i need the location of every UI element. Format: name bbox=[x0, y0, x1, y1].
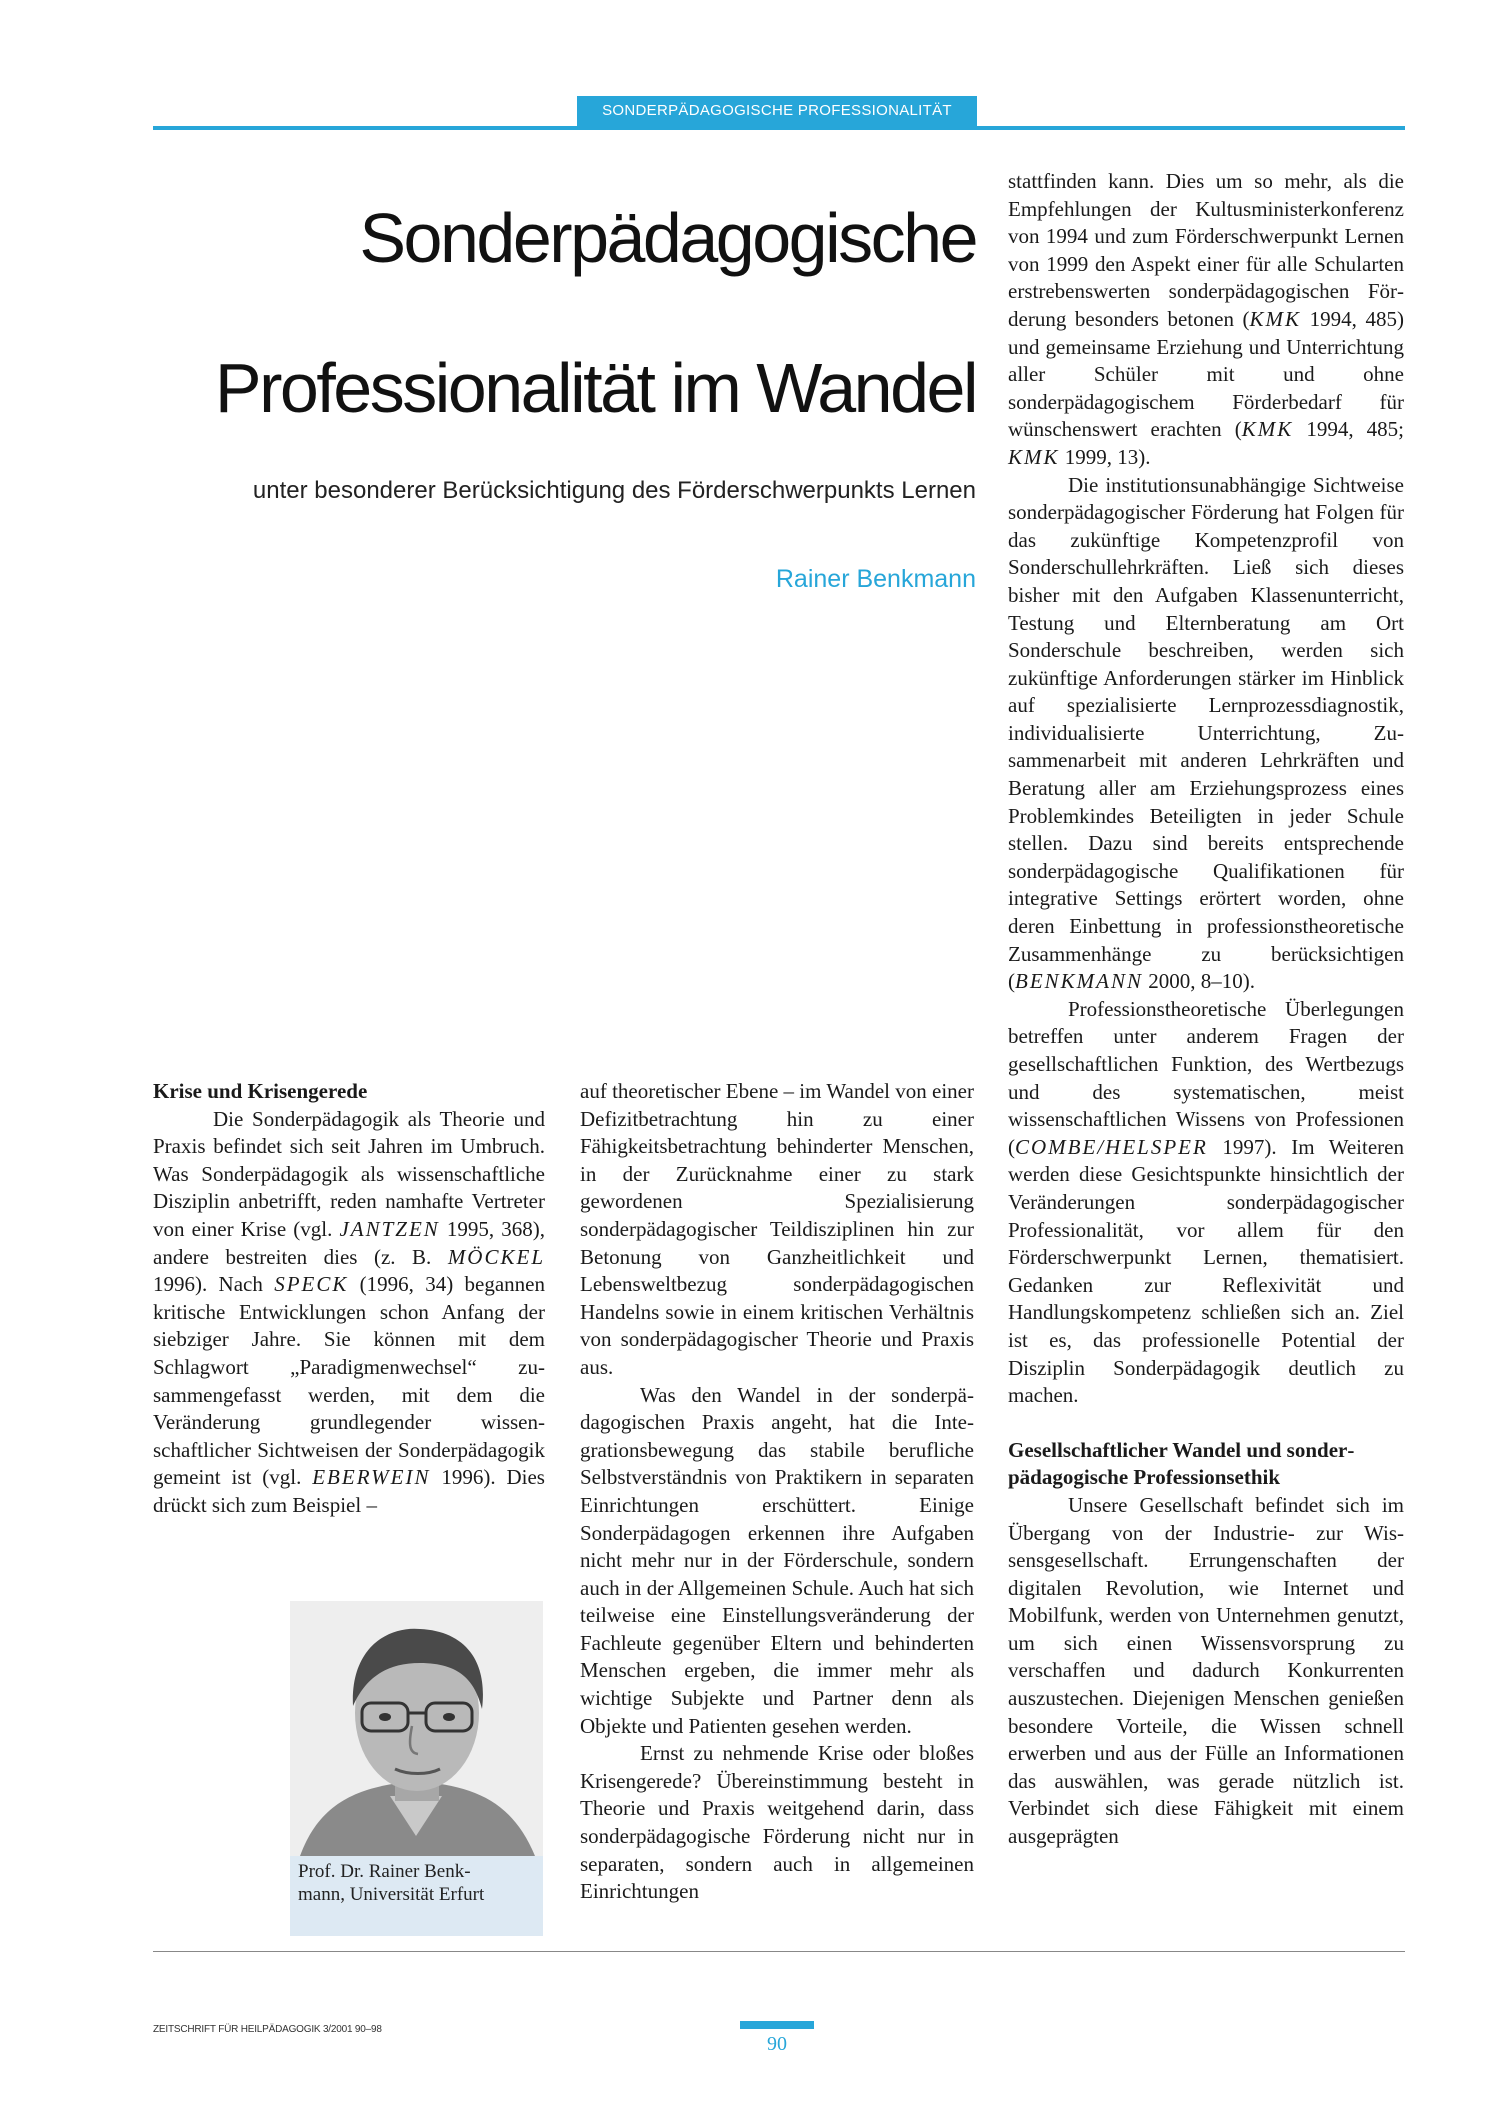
article-author: Rainer Benkmann bbox=[775, 565, 976, 593]
text-column-1 bbox=[153, 1078, 545, 1520]
article-title-line1: Sonderpädagogische bbox=[359, 199, 976, 277]
photo-caption: Prof. Dr. Rainer Benk- mann, Universität Erfurt bbox=[298, 1861, 485, 1905]
paragraph: auf theoretischer Ebene – im Wandel von einer Defizitbetrachtung hin zu einer Fähigkeitsbetrachtung behinderter Menschen, in der Zurücknahme einer zu stark gewordenen Spezialisierung sonderpädagogischer Teildisziplinen hin zur Betonung von Ganzheitlichkeit und Lebensweltbezug sonderpädagogischen Handelns sowie in einem kritischen Verhältnis von sonderpädagogischer Theorie und Praxis aus. bbox=[580, 1079, 974, 1379]
section-heading: Krise und Krisengerede bbox=[153, 1079, 368, 1103]
author-portrait-image bbox=[290, 1601, 543, 1856]
paragraph: Die institutionsunabhängige Sichtweise sonderpädagogischer Förderung hat Folgen für das zukünftige Kompetenzprofil von Sonderschullehrkräften. Ließ sich dieses bisher mit den Aufgaben Klassenunterricht, Testung und Elternberatung am Ort Sonderschule beschreiben, werden sich zukünftige Anforderungen stärker im Hinblick auf spezialisierte Lernprozessdiagnostik, individualisierte Unterrichtung, Zusammenarbeit mit anderen Lehrkräften und Beratung aller am Erziehungsprozess eines Problemkindes Beteiligten in jeder Schule stellen. Dazu sind bereits entsprechende sonderpädagogische Qualifikationen für integrative Settings erörtert worden, ohne deren Einbettung in professionstheoretische Zusammenhänge zu berücksichtigen (BENKMANN 2000, 8–10). bbox=[1008, 472, 1404, 994]
author-photo-box bbox=[290, 1601, 543, 1936]
text-column-2 bbox=[580, 1078, 974, 1906]
paragraph: Die Sonderpädagogik als Theorie und Praxis befindet sich seit Jahren im Umbruch. Was Sonderpädagogik als wissenschaftliche Disziplin anbetrifft, reden namhafte Vertreter von einer Krise (vgl. JANTZEN 1995, 368), andere bestreiten dies (z. B. MÖCKEL 1996). Nach SPECK (1996, 34) begannen kritische Entwicklungen schon Anfang der siebziger Jahre. Sie können mit dem Schlagwort „Paradigmenwechsel“ zusammengefasst werden, mit dem die Veränderung grundlegender wissenschaftlicher Sichtweisen der Sonderpädagogik gemeint ist (vgl. EBERWEIN 1996). Dies drückt sich zum Beispiel – bbox=[153, 1106, 545, 1517]
page-number-bar bbox=[740, 2021, 814, 2029]
article-subtitle: unter besonderer Berücksichtigung des Förderschwerpunkts Lernen bbox=[252, 477, 976, 504]
paragraph: Was den Wandel in der sonderpädagogischen Praxis angeht, hat die Integrationsbewegung das stabile berufliche Selbstverständnis von Praktikern in separaten Einrichtungen erschüttert. Einige Sonderpädagogen erkennen ihre Aufgaben nicht mehr nur in der Förderschule, sondern auch in der Allgemeinen Schule. Auch hat sich teilweise eine Einstellungsveränderung der Fachleute gegenüber Eltern und behinderten Menschen ergeben, die immer mehr als wichtige Subjekte und Partner denn als Objekte und Patienten gesehen werden. bbox=[580, 1382, 974, 1738]
section-tag: SONDERPÄDAGOGISCHE PROFESSIONALITÄT bbox=[577, 96, 977, 126]
text-column-3 bbox=[1008, 168, 1404, 1851]
paragraph: stattfinden kann. Dies um so mehr, als die Empfehlungen der Kultusministerkonferenz von 1994 und zum Förderschwerpunkt Lernen von 1999 den Aspekt einer für alle Schularten erstrebenswerten sonderpädagogischen Förderung besonders betonen (KMK 1994, 485) und gemeinsame Erziehung und Unterrichtung aller Schüler mit und ohne sonderpädagogischem Förderbedarf für wünschenswert erachten (KMK 1994, 485; KMK 1999, 13). bbox=[1008, 169, 1404, 469]
article-title-line2: Professionalität im Wandel bbox=[214, 349, 976, 427]
journal-citation: ZEITSCHRIFT FÜR HEILPÄDAGOGIK 3/2001 90–98 bbox=[153, 2024, 382, 2035]
header-rule bbox=[153, 126, 1405, 130]
section-heading: Gesellschaftlicher Wandel und sonderpädagogische Professionsethik bbox=[1008, 1437, 1355, 1490]
page-number: 90 bbox=[767, 2033, 787, 2055]
paragraph: Professionstheoretische Überlegungen betreffen unter anderem Fragen der gesellschaftlichen Funktion, des Wertbezugs und des systematischen, meist wissenschaftlichen Wissens von Professionen (COMBE/HELSPER 1997). Im Weiteren werden diese Gesichtspunkte hinsichtlich der Veränderungen sonderpädagogischer Professionalität, vor allem für den Förderschwerpunkt Lernen, thematisiert. Gedanken zur Reflexivität und Handlungskompetenz schließen sich an. Ziel ist es, das professionelle Potential der Disziplin Sonderpädagogik deutlich zu machen. bbox=[1008, 996, 1404, 1408]
paragraph: Ernst zu nehmende Krise oder bloßes Krisengerede? Übereinstimmung besteht in Theorie und Praxis weitgehend darin, dass sonderpädagogische Förderung nicht nur in separaten, sondern auch in allgemeinen Einrichtungen bbox=[580, 1741, 974, 1904]
footer-rule bbox=[153, 1951, 1405, 1952]
paragraph: Unsere Gesellschaft befindet sich im Übergang von der Industrie- zur Wissensgesellschaft. Errungenschaften der digitalen Revolution, wie Internet und Mobilfunk, werden von Unternehmen genutzt, um sich einen Wissensvorsprung zu verschaffen und dadurch Konkurrenten auszustechen. Diejenigen Menschen genießen besondere Vorteile, die Wissen schnell erwerben und aus der Fülle an Informationen das auswählen, was gerade nützlich ist. Verbindet sich diese Fähigkeit mit einem ausgeprägten bbox=[1008, 1492, 1404, 1849]
